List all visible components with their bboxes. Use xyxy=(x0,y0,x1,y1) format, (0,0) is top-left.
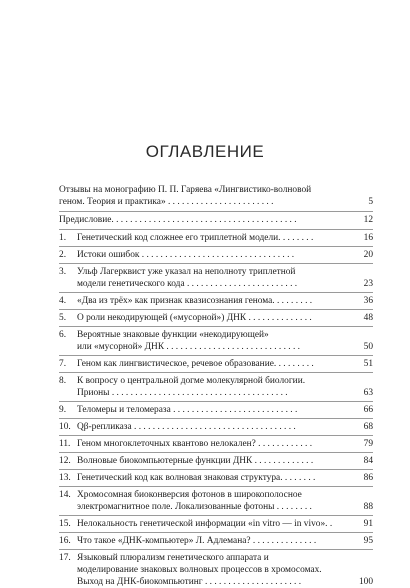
entry-divider xyxy=(59,211,373,212)
toc-entry-line: О роли некодирующей («мусорной») ДНК . . . . . . . . . . . . . . xyxy=(77,313,312,323)
toc-entry-line: геном. Теория и практика» . . . . . . . . . . . . . . . . . . . . . . . xyxy=(59,197,274,207)
toc-entry-line: Что такое «ДНК-компьютер» Л. Адлемана? . . . . . . . . . . . . . . xyxy=(77,536,317,546)
toc-entry-number: 5. xyxy=(59,313,67,323)
entry-divider xyxy=(59,515,373,516)
toc-entry-page: 86 xyxy=(363,473,373,483)
toc-entry-line: моделирование знаковых волновых процессов в хромосомах. xyxy=(77,565,322,575)
entry-divider xyxy=(59,532,373,533)
toc-entry-number: 1. xyxy=(59,233,67,243)
entry-divider xyxy=(59,263,373,264)
toc-entry xyxy=(59,472,373,484)
toc-entry-number: 12. xyxy=(59,456,71,466)
toc-entry-line: Волновые биокомпьютерные функции ДНК . . . . . . . . . . . . . xyxy=(77,456,314,466)
toc-entry xyxy=(59,266,373,290)
entry-divider xyxy=(59,401,373,402)
toc-entry-page: 36 xyxy=(363,296,373,306)
toc-entry xyxy=(59,295,373,307)
toc-entry-number: 8. xyxy=(59,376,67,386)
toc-entry-line: Генетический код как волновая знаковая структура. . . . . . . . xyxy=(77,473,316,483)
toc-entry-line: Вероятные знаковые функции «некодирующей» xyxy=(77,330,269,340)
entry-divider xyxy=(59,435,373,436)
toc-entry-page: 20 xyxy=(363,250,373,260)
toc-entry-line: Выход на ДНК-биокомпьютинг . . . . . . . . . . . . . . . . . . . . . xyxy=(77,577,302,587)
toc-entry-line: К вопросу о центральной догме молекулярной биологии. xyxy=(77,376,306,386)
toc-entry-page: 48 xyxy=(363,313,373,323)
toc-entry xyxy=(59,329,373,353)
toc-entry xyxy=(59,312,373,324)
toc-entry-text xyxy=(59,184,353,208)
toc-entry xyxy=(59,552,373,588)
entry-divider xyxy=(59,486,373,487)
toc-entry-number: 15. xyxy=(59,519,71,529)
toc-entry xyxy=(59,404,373,416)
toc-entry-page: 51 xyxy=(363,359,373,369)
toc-entry-line: «Два из трёх» как признак квазисознания генома. . . . . . . . . xyxy=(77,296,313,306)
toc-entry xyxy=(59,249,373,261)
entry-divider xyxy=(59,355,373,356)
toc-entry-text xyxy=(77,295,353,307)
toc-entry-number: 9. xyxy=(59,405,67,415)
page-title: ОГЛАВЛЕНИЕ xyxy=(145,142,265,161)
toc-entry-line: Прионы . . . . . . . . . . . . . . . . . . . . . . . . . . . . . . . . . . . . . . xyxy=(77,388,288,398)
toc-entry-page: 88 xyxy=(363,502,373,512)
toc-entry-page: 84 xyxy=(363,456,373,466)
toc-entry-page: 91 xyxy=(363,519,373,529)
toc-entry-number: 17. xyxy=(59,553,71,563)
toc-entry-text xyxy=(77,535,353,547)
toc-entry xyxy=(59,184,373,208)
toc-entry-line: Qβ-репликаза . . . . . . . . . . . . . . . . . . . . . . . . . . . . . . . . . . . xyxy=(77,422,296,432)
toc-entry xyxy=(59,421,373,433)
toc-entry-line: Предисловие. . . . . . . . . . . . . . . . . . . . . . . . . . . . . . . . . . . . . . . . xyxy=(59,215,297,225)
toc-entry-text xyxy=(77,438,353,450)
toc-entry-page: 12 xyxy=(363,215,373,225)
toc-entry-text xyxy=(77,232,353,244)
toc-entry-line: Геном многоклеточных квантово нелокален? . . . . . . . . . . . . xyxy=(77,439,313,449)
toc-entry-text xyxy=(77,249,353,261)
toc-entry-text xyxy=(77,552,353,588)
toc-entry-page: 63 xyxy=(363,388,373,398)
toc-entry-number: 16. xyxy=(59,536,71,546)
toc-entry-page: 23 xyxy=(363,279,373,289)
toc-list xyxy=(59,184,373,588)
toc-entry-text xyxy=(77,472,353,484)
entry-divider xyxy=(59,292,373,293)
entry-divider xyxy=(59,469,373,470)
entry-divider xyxy=(59,372,373,373)
toc-entry-line: или «мусорной» ДНК . . . . . . . . . . . . . . . . . . . . . . . . . . . . . xyxy=(77,342,301,352)
toc-entry-number: 3. xyxy=(59,267,67,277)
toc-entry-line: Теломеры и теломераза . . . . . . . . . . . . . . . . . . . . . . . . . . . xyxy=(77,405,298,415)
toc-entry xyxy=(59,232,373,244)
entry-divider xyxy=(59,418,373,419)
toc-entry xyxy=(59,438,373,450)
toc-entry-text xyxy=(77,404,353,416)
entry-divider xyxy=(59,549,373,550)
entry-divider xyxy=(59,309,373,310)
toc-entry xyxy=(59,358,373,370)
toc-entry-page: 68 xyxy=(363,422,373,432)
toc-entry-line: Нелокальность генетической информации «in vitro — in vivo». . xyxy=(77,519,333,529)
toc-entry-line: Языковый плюрализм генетического аппарата и xyxy=(77,553,269,563)
toc-entry-text xyxy=(77,375,353,399)
toc-entry xyxy=(59,535,373,547)
toc-entry-page: 79 xyxy=(363,439,373,449)
toc-entry-text xyxy=(77,421,353,433)
toc-entry-text xyxy=(77,489,353,513)
toc-entry-number: 13. xyxy=(59,473,71,483)
toc-entry-page: 50 xyxy=(363,342,373,352)
toc-entry-page: 95 xyxy=(363,536,373,546)
toc-entry-line: Ульф Лагерквист уже указал на неполноту триплетной xyxy=(77,267,296,277)
toc-entry-text xyxy=(77,358,353,370)
toc-entry-page: 5 xyxy=(368,197,373,207)
toc-entry-number: 4. xyxy=(59,296,67,306)
toc-entry-text xyxy=(59,214,353,226)
toc-entry-line: Геном как лингвистическое, речевое образование. . . . . . . . . xyxy=(77,359,314,369)
toc-entry xyxy=(59,489,373,513)
toc-entry-line: электромагнитное поле. Локализованные фотоны . . . . . . . . xyxy=(77,502,312,512)
toc-entry-line: Хромосомная биоконверсия фотонов в широкополосное xyxy=(77,490,302,500)
entry-divider xyxy=(59,452,373,453)
table-of-contents xyxy=(59,184,373,588)
toc-entry xyxy=(59,518,373,530)
toc-entry-page: 16 xyxy=(363,233,373,243)
toc-entry-number: 7. xyxy=(59,359,67,369)
entry-divider xyxy=(59,229,373,230)
toc-entry-number: 11. xyxy=(59,439,71,449)
entry-divider xyxy=(59,326,373,327)
toc-entry-page: 66 xyxy=(363,405,373,415)
toc-entry-number: 6. xyxy=(59,330,67,340)
toc-entry-line: Генетический код сложнее его триплетной модели. . . . . . . . xyxy=(77,233,314,243)
toc-entry-number: 14. xyxy=(59,490,71,500)
toc-entry-number: 10. xyxy=(59,422,71,432)
toc-entry-line: модели генетического кода . . . . . . . . . . . . . . . . . . . . . . . . xyxy=(77,279,298,289)
toc-entry-text xyxy=(77,266,353,290)
toc-entry-text xyxy=(77,329,353,353)
toc-entry xyxy=(59,214,373,226)
toc-entry-line: Истоки ошибок . . . . . . . . . . . . . . . . . . . . . . . . . . . . . . . . . xyxy=(77,250,295,260)
toc-entry xyxy=(59,375,373,399)
toc-entry xyxy=(59,455,373,467)
entry-divider xyxy=(59,246,373,247)
toc-entry-line: Отзывы на монографию П. П. Гаряева «Лингвистико-волновой xyxy=(59,185,312,195)
toc-entry-page: 100 xyxy=(358,577,373,587)
toc-entry-text xyxy=(77,312,353,324)
toc-entry-text xyxy=(77,455,353,467)
toc-entry-text xyxy=(77,518,353,530)
toc-entry-number: 2. xyxy=(59,250,67,260)
